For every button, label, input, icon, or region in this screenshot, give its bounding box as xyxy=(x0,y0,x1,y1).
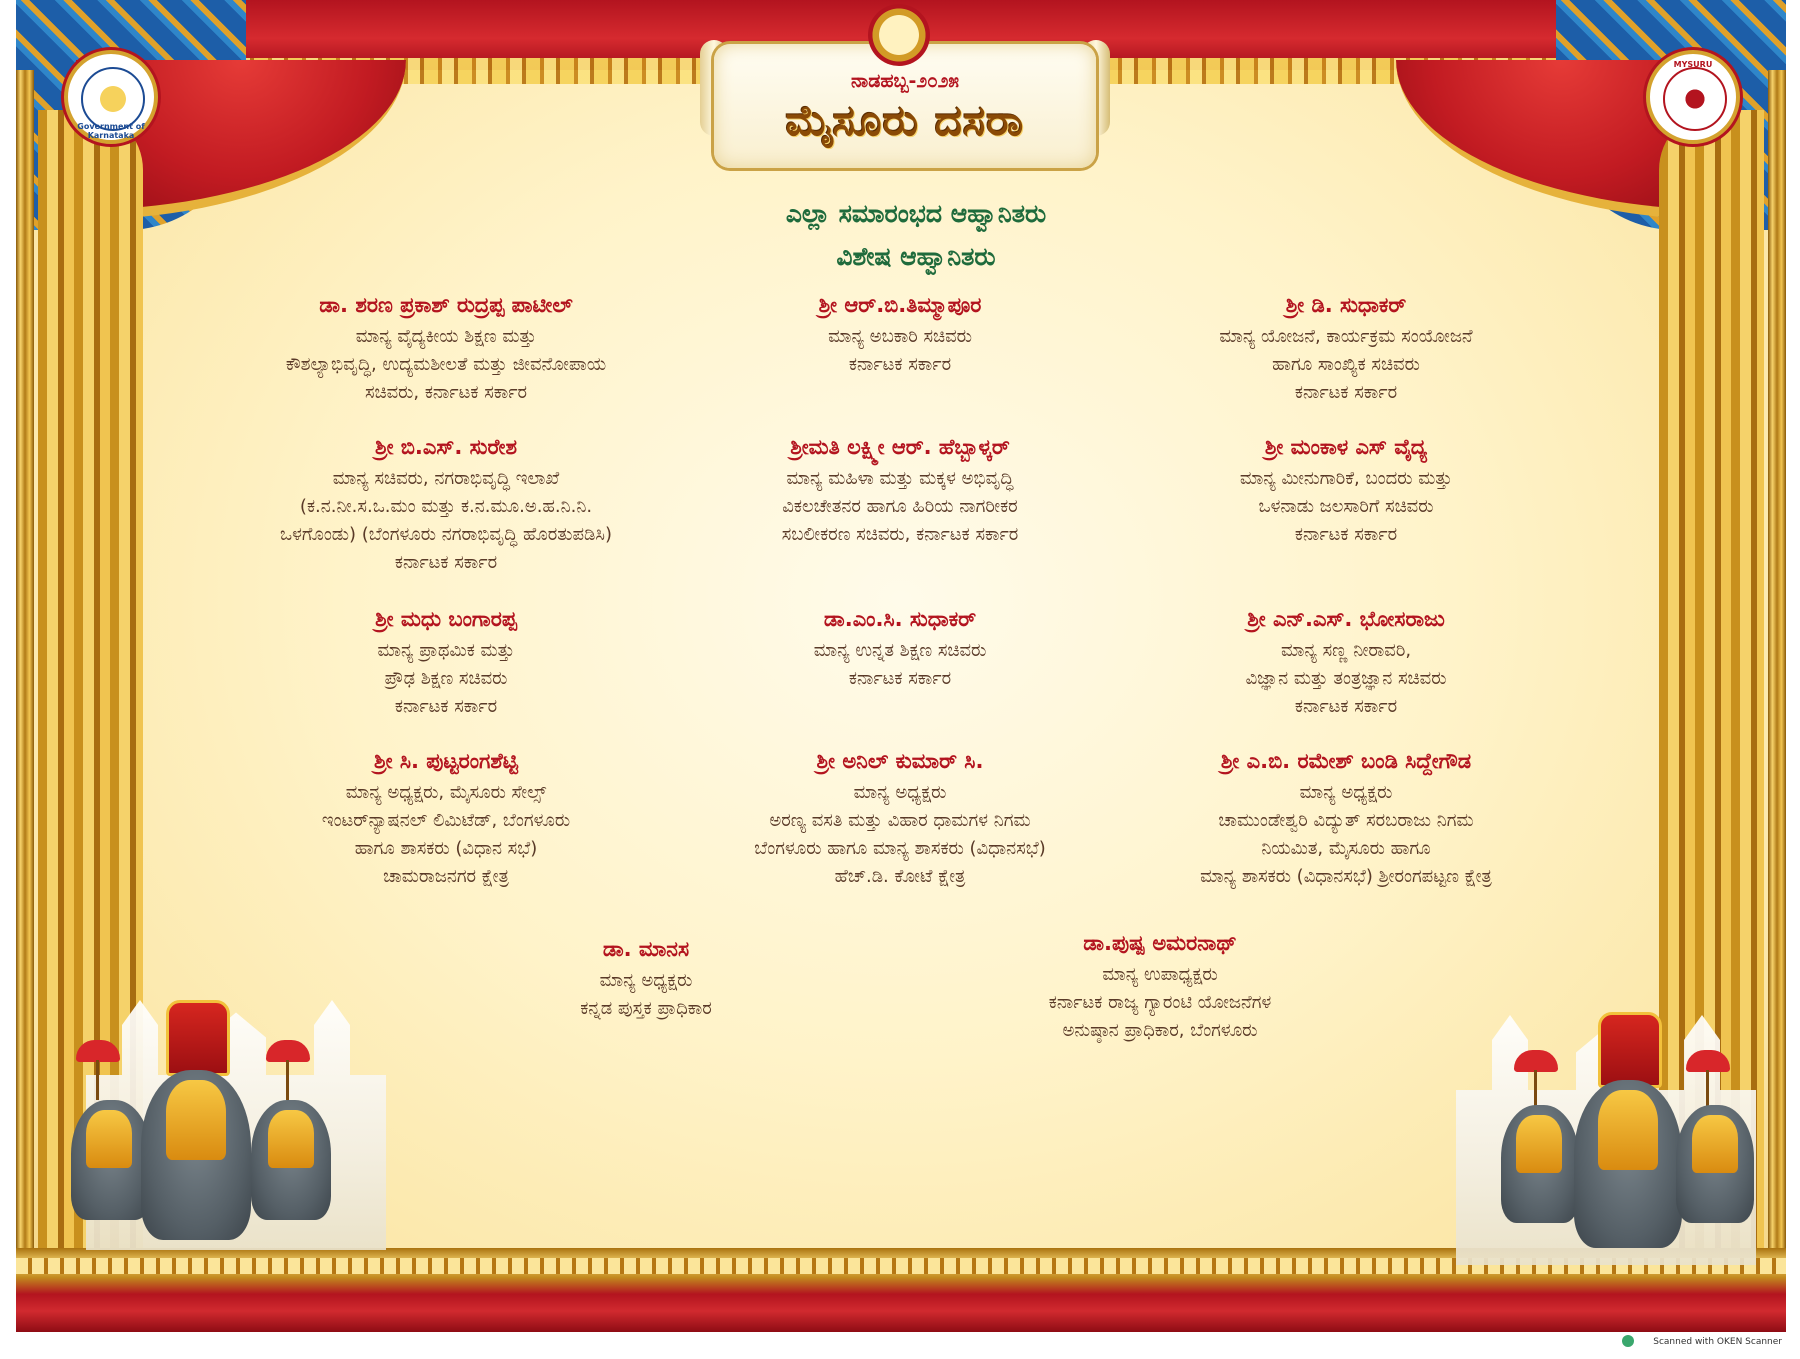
guest-designation-line: ಅನುಷ್ಠಾನ ಪ್ರಾಧಿಕಾರ, ಬೆಂಗಳೂರು xyxy=(1062,1020,1258,1041)
karnataka-emblem-logo xyxy=(64,50,158,144)
guest-name: ಡಾ.ಎಂ.ಸಿ. ಸುಧಾಕರ್ xyxy=(823,607,977,631)
guest-block xyxy=(640,433,1160,549)
umbrella-pole xyxy=(96,1060,99,1100)
elephant-caparison xyxy=(1598,1090,1658,1170)
guest-block xyxy=(640,291,1160,379)
guest-designation-line: ಮಾನ್ಯ ಮೀನುಗಾರಿಕೆ, ಬಂದರು ಮತ್ತು xyxy=(1239,468,1453,489)
guest-designation-line: ಕರ್ನಾಟಕ ಸರ್ಕಾರ xyxy=(848,354,952,375)
guest-designation-line: ಹಾಗೂ ಸಾಂಖ್ಯಿಕ ಸಚಿವರು xyxy=(1272,354,1420,375)
guest-block xyxy=(1086,605,1606,721)
guest-designation-line: ಮಾನ್ಯ ಉನ್ನತ ಶಿಕ್ಷಣ ಸಚಿವರು xyxy=(813,640,987,661)
elephant-seal-icon xyxy=(1663,67,1727,131)
guest-designation-line: ಕರ್ನಾಟಕ ಸರ್ಕಾರ xyxy=(1294,382,1398,403)
umbrella-icon xyxy=(1514,1050,1558,1072)
guest-designation-line: ಒಳಗೊಂಡು) (ಬೆಂಗಳೂರು ನಗರಾಭಿವೃದ್ಧಿ ಹೊರತುಪಡಿಸಿ) xyxy=(280,524,612,545)
guest-designation-line: ಕರ್ನಾಟಕ ಸರ್ಕಾರ xyxy=(1294,696,1398,717)
guest-name: ಶ್ರೀ ಡಿ. ಸುಧಾಕರ್ xyxy=(1285,293,1407,317)
left-frame-border xyxy=(16,70,34,1260)
guest-block xyxy=(186,747,706,891)
guest-name: ಶ್ರೀ ಮಧು ಬಂಗಾರಪ್ಪ xyxy=(375,607,517,631)
guest-name: ಶ್ರೀ ಅನಿಲ್ ಕುಮಾರ್ ಸಿ. xyxy=(816,749,984,773)
guest-name: ಶ್ರೀ ಆರ್.ಬಿ.ತಿಮ್ಮಾಪೂರ xyxy=(818,293,982,317)
guest-name: ಶ್ರೀ ಎನ್.ಎಸ್. ಭೋಸರಾಜು xyxy=(1247,607,1445,631)
right-emblem-text: MYSURU xyxy=(1673,60,1713,69)
umbrella-pole xyxy=(286,1060,289,1100)
guest-name: ಡಾ. ಶರಣ ಪ್ರಕಾಶ್ ರುದ್ರಪ್ಪ ಪಾಟೀಲ್ xyxy=(319,293,573,317)
guest-block xyxy=(186,291,706,407)
guest-designation-line: ಕರ್ನಾಟಕ ಸರ್ಕಾರ xyxy=(1294,524,1398,545)
golden-howdah-icon xyxy=(166,1000,230,1076)
guest-name: ಶ್ರೀ ಬಿ.ಎಸ್. ಸುರೇಶ xyxy=(375,435,517,459)
guest-name: ಶ್ರೀಮತಿ ಲಕ್ಷ್ಮೀ ಆರ್. ಹೆಬ್ಬಾಳ್ಕರ್ xyxy=(790,435,1010,459)
elephant-caparison xyxy=(1516,1115,1562,1173)
guest-name: ಡಾ. ಮಾನಸ xyxy=(602,937,690,961)
guest-designation-line: ಮಾನ್ಯ ಪ್ರಾಥಮಿಕ ಮತ್ತು xyxy=(377,640,515,661)
guest-block xyxy=(1086,747,1606,891)
left-emblem-text: Government of Karnataka xyxy=(77,122,145,140)
guest-designation-line: ಚಾಮುಂಡೇಶ್ವರಿ ವಿದ್ಯುತ್ ಸರಬರಾಜು ನಿಗಮ xyxy=(1218,810,1474,831)
festival-year-line: ನಾಡಹಬ್ಬ-೨೦೨೫ xyxy=(850,70,960,92)
guest-block xyxy=(186,605,706,721)
guest-designation-line: ಕನ್ನಡ ಪುಸ್ತಕ ಪ್ರಾಧಿಕಾರ xyxy=(580,998,712,1019)
guest-designation-line: ಸಚಿವರು, ಕರ್ನಾಟಕ ಸರ್ಕಾರ xyxy=(364,382,528,403)
guest-designation-line: ಮಾನ್ಯ ಸಣ್ಣ ನೀರಾವರಿ, xyxy=(1280,640,1412,661)
invitation-board xyxy=(16,0,1786,1332)
special-invitees-heading: ವಿಶೇಷ ಆಹ್ವಾನಿತರು xyxy=(836,242,996,271)
guest-designation-line: ಮಾನ್ಯ ವೈದ್ಯಕೀಯ ಶಿಕ್ಷಣ ಮತ್ತು xyxy=(355,326,537,347)
guest-designation-line: ಅರಣ್ಯ ವಸತಿ ಮತ್ತು ವಿಹಾರ ಧಾಮಗಳ ನಿಗಮ xyxy=(769,810,1031,831)
golden-howdah-icon xyxy=(1598,1012,1662,1088)
guest-name: ಶ್ರೀ ಸಿ. ಪುಟ್ಟರಂಗಶೆಟ್ಟಿ xyxy=(374,749,518,773)
chamundeshwari-seal-icon xyxy=(868,4,930,66)
elephant-caparison xyxy=(1692,1115,1738,1173)
guest-name: ಡಾ.ಪುಷ್ಪ ಅಮರನಾಥ್ xyxy=(1083,931,1237,955)
guest-designation-line: ಕರ್ನಾಟಕ ಸರ್ಕಾರ xyxy=(848,668,952,689)
guest-designation-line: ಕರ್ನಾಟಕ ರಾಜ್ಯ ಗ್ಯಾರಂಟಿ ಯೋಜನೆಗಳ xyxy=(1048,992,1272,1013)
guest-block xyxy=(640,747,1160,891)
umbrella-pole xyxy=(1706,1070,1709,1110)
guest-designation-line: ಮಾನ್ಯ ಅಧ್ಯಕ್ಷರು xyxy=(1299,782,1393,803)
guest-designation-line: ಚಾಮರಾಜನಗರ ಕ್ಷೇತ್ರ xyxy=(383,866,509,887)
guest-designation-line: ಕರ್ನಾಟಕ ಸರ್ಕಾರ xyxy=(394,696,498,717)
guest-designation-line: ಸಬಲೀಕರಣ ಸಚಿವರು, ಕರ್ನಾಟಕ ಸರ್ಕಾರ xyxy=(781,524,1019,545)
guest-designation-line: ಬೆಂಗಳೂರು ಹಾಗೂ ಮಾನ್ಯ ಶಾಸಕರು (ವಿಧಾನಸಭೆ) xyxy=(754,838,1046,859)
elephant-caparison xyxy=(166,1080,226,1160)
right-frame-border xyxy=(1768,70,1786,1260)
scanner-logo-icon xyxy=(1622,1335,1634,1347)
festival-title: ಮೈಸೂರು ದಸರಾ xyxy=(785,96,1025,145)
guest-designation-line: ಮಾನ್ಯ ಅಧ್ಯಕ್ಷರು, ಮೈಸೂರು ಸೇಲ್ಸ್ xyxy=(345,782,547,803)
guest-block xyxy=(1086,291,1606,407)
guest-block xyxy=(640,605,1160,693)
guest-designation-line: ಹಾಗೂ ಶಾಸಕರು (ವಿಧಾನ ಸಭೆ) xyxy=(354,838,538,859)
elephant-caparison xyxy=(268,1110,314,1168)
guest-designation-line: ಮಾನ್ಯ ಮಹಿಳಾ ಮತ್ತು ಮಕ್ಕಳ ಅಭಿವೃದ್ಧಿ xyxy=(786,468,1014,489)
umbrella-pole xyxy=(1534,1070,1537,1110)
guest-designation-line: ಕರ್ನಾಟಕ ಸರ್ಕಾರ xyxy=(394,552,498,573)
umbrella-icon xyxy=(266,1040,310,1062)
elephant-caparison xyxy=(86,1110,132,1168)
scanner-watermark: Scanned with OKEN Scanner xyxy=(1653,1337,1782,1347)
guest-designation-line: ಪ್ರೌಢ ಶಿಕ್ಷಣ ಸಚಿವರು xyxy=(384,668,508,689)
guest-designation-line: ವಿಜ್ಞಾನ ಮತ್ತು ತಂತ್ರಜ್ಞಾನ ಸಚಿವರು xyxy=(1245,668,1447,689)
guest-designation-line: ಮಾನ್ಯ ಯೋಜನೆ, ಕಾರ್ಯಕ್ರಮ ಸಂಯೋಜನೆ xyxy=(1219,326,1473,347)
guest-designation-line: (ಕ.ನ.ನೀ.ಸ.ಒ.ಮಂ ಮತ್ತು ಕ.ನ.ಮೂ.ಅ.ಹ.ನಿ.ನಿ. xyxy=(299,496,593,517)
mysuru-dasara-logo xyxy=(1646,50,1740,144)
invitees-heading: ಎಲ್ಲಾ ಸಮಾರಂಭದ ಆಹ್ವಾನಿತರು xyxy=(785,199,1047,228)
guest-block xyxy=(1086,433,1606,549)
guest-designation-line: ಮಾನ್ಯ ಅಧ್ಯಕ್ಷರು xyxy=(599,970,693,991)
guest-designation-line: ವಿಕಲಚೇತನರ ಹಾಗೂ ಹಿರಿಯ ನಾಗರೀಕರ xyxy=(782,496,1018,517)
guest-designation-line: ನಿಯಮಿತ, ಮೈಸೂರು ಹಾಗೂ xyxy=(1261,838,1431,859)
guest-name: ಶ್ರೀ ಎ.ಬಿ. ರಮೇಶ್ ಬಂಡಿ ಸಿದ್ದೇಗೌಡ xyxy=(1220,749,1472,773)
guest-designation-line: ಮಾನ್ಯ ಅಧ್ಯಕ್ಷರು xyxy=(853,782,947,803)
guest-block xyxy=(186,433,706,577)
guest-designation-line: ಒಳನಾಡು ಜಲಸಾರಿಗೆ ಸಚಿವರು xyxy=(1258,496,1434,517)
guest-designation-line: ಮಾನ್ಯ ಸಚಿವರು, ನಗರಾಭಿವೃದ್ಧಿ ಇಲಾಖೆ xyxy=(332,468,560,489)
guest-block xyxy=(900,929,1420,1045)
guest-designation-line: ಮಾನ್ಯ ಶಾಸಕರು (ವಿಧಾನಸಭೆ) ಶ್ರೀರಂಗಪಟ್ಟಣ ಕ್ಷೇತ್ರ xyxy=(1200,866,1492,887)
guest-designation-line: ಮಾನ್ಯ ಉಪಾಧ್ಯಕ್ಷರು xyxy=(1102,964,1218,985)
guest-name: ಶ್ರೀ ಮಂಕಾಳ ಎಸ್ ವೈದ್ಯ xyxy=(1264,435,1428,459)
guest-designation-line: ಹೆಚ್.ಡಿ. ಕೋಟೆ ಕ್ಷೇತ್ರ xyxy=(834,866,966,887)
guest-block xyxy=(386,935,906,1023)
guest-designation-line: ಮಾನ್ಯ ಅಬಕಾರಿ ಸಚಿವರು xyxy=(828,326,972,347)
guest-designation-line: ಕೌಶಲ್ಯಾಭಿವೃದ್ಧಿ, ಉದ್ಯಮಶೀಲತೆ ಮತ್ತು ಜೀವನೋಪಾಯ xyxy=(285,354,607,375)
guest-designation-line: ಇಂಟರ್‌ನ್ಯಾಷನಲ್ ಲಿಮಿಟೆಡ್, ಬೆಂಗಳೂರು xyxy=(321,810,571,831)
